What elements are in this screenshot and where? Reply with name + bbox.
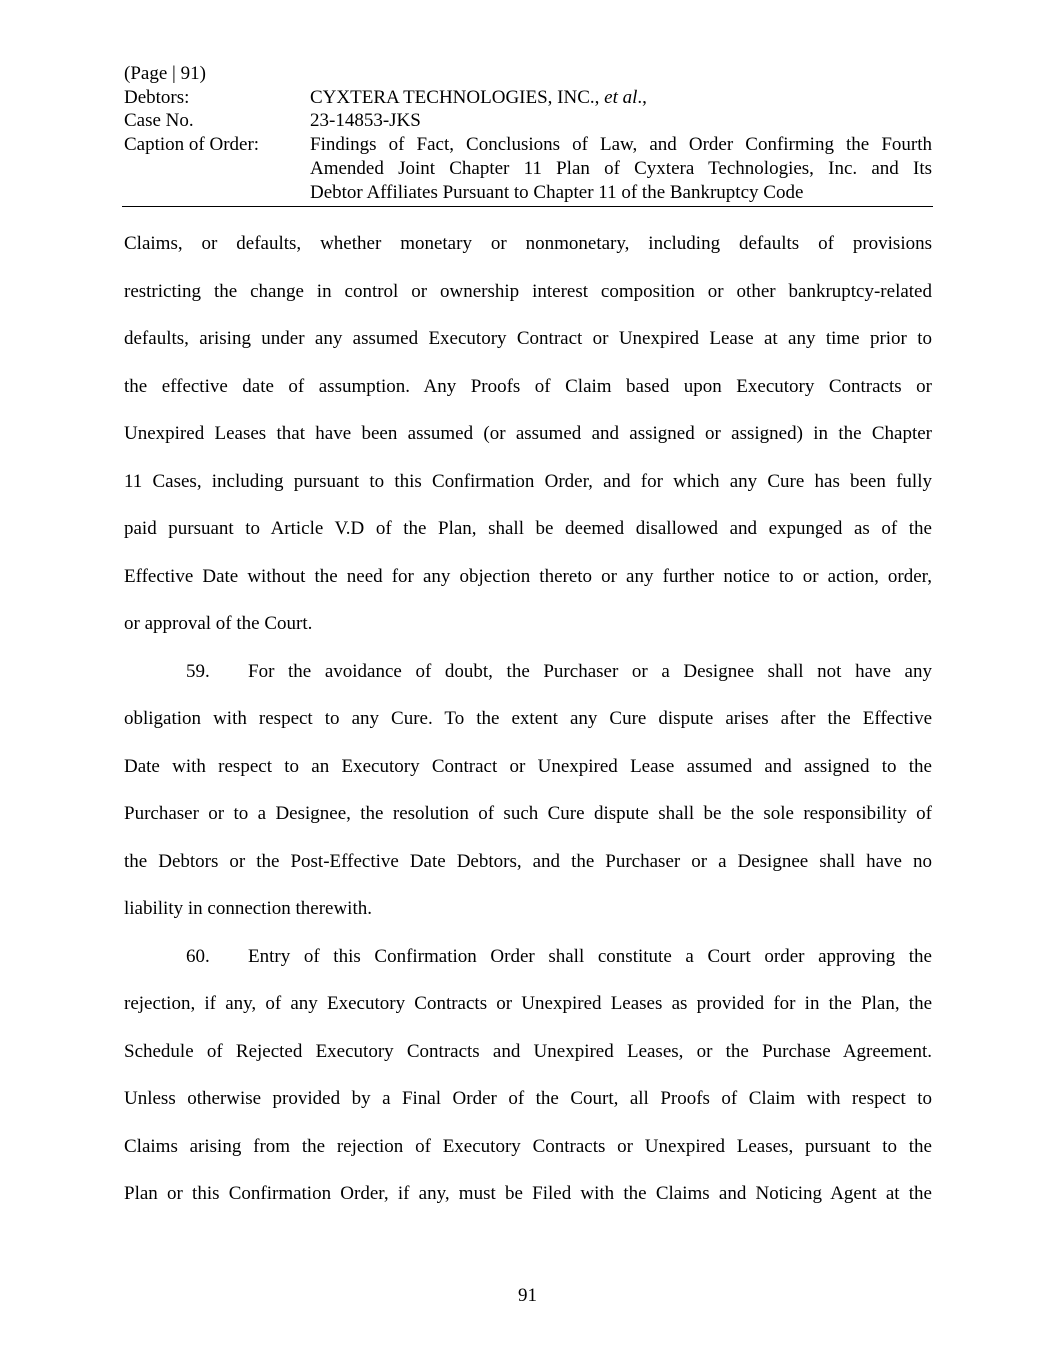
caption-line: Debtor Affiliates Pursuant to Chapter 11 of the Bankruptcy Code — [310, 181, 804, 203]
body-line: restricting the change in control or ownership interest composition or other bankruptcy-related — [124, 280, 932, 302]
caption-label: Caption of Order: — [124, 134, 260, 156]
body-line: the effective date of assumption. Any Proofs of Claim based upon Executory Contracts or — [124, 375, 932, 397]
debtors-value-wrap — [310, 86, 932, 110]
case-number-row — [124, 109, 932, 133]
body-line: Effective Date without the need for any objection thereto or any further notice to or action, order, — [124, 565, 932, 587]
body-line: Purchaser or to a Designee, the resolution of such Cure dispute shall be the sole responsibility of — [124, 803, 932, 824]
case-number-value: 23-14853-JKS — [310, 110, 421, 132]
header-divider — [122, 206, 933, 207]
debtors-suffix: ., — [637, 86, 647, 108]
case-number-label: Case No. — [124, 110, 194, 132]
debtors-value: CYXTERA TECHNOLOGIES, INC., — [310, 86, 600, 108]
body-line: the Debtors or the Post-Effective Date Debtors, and the Purchaser or a Designee shall have no — [124, 850, 932, 872]
body-line: obligation with respect to any Cure. To the extent any Cure dispute arises after the Effective — [124, 708, 932, 729]
body-line: Unless otherwise provided by a Final Order of the Court, all Proofs of Claim with respect to — [124, 1088, 932, 1109]
page-reference: (Page | 91) — [124, 63, 206, 84]
debtors-row — [124, 86, 932, 110]
body-line: 11 Cases, including pursuant to this Confirmation Order, and for which any Cure has been fully — [124, 470, 932, 492]
body-line: defaults, arising under any assumed Executory Contract or Unexpired Lease at any time prior to — [124, 328, 932, 349]
caption-line: Findings of Fact, Conclusions of Law, and Order Confirming the Fourth — [310, 134, 932, 156]
paragraph-60-first-text: Entry of this Confirmation Order shall constitute a Court order approving the — [248, 945, 932, 967]
body-line: Plan or this Confirmation Order, if any, must be Filed with the Claims and Noticing Agent at the — [124, 1183, 932, 1204]
page-number: 91 — [518, 1285, 537, 1306]
body-line: liability in connection therewith. — [124, 898, 372, 919]
caption-line: Amended Joint Chapter 11 Plan of Cyxtera Technologies, Inc. and Its — [310, 157, 932, 179]
caption-row — [124, 133, 932, 204]
body-line: rejection, if any, of any Executory Contracts or Unexpired Leases as provided for in the Plan, the — [124, 993, 932, 1014]
order-header — [124, 62, 932, 204]
body-line: Schedule of Rejected Executory Contracts and Unexpired Leases, or the Purchase Agreement. — [124, 1040, 932, 1062]
caption-value — [310, 133, 932, 204]
page-reference-row — [124, 62, 932, 86]
body-line: or approval of the Court. — [124, 613, 313, 634]
paragraph-59-first-text: For the avoidance of doubt, the Purchaser or a Designee shall not have any — [248, 660, 932, 682]
body-line: Unexpired Leases that have been assumed (or assumed and assigned or assigned) in the Chapter — [124, 423, 932, 444]
debtors-et-al: et al — [604, 86, 638, 108]
body-line: Claims arising from the rejection of Executory Contracts or Unexpired Leases, pursuant to the — [124, 1135, 932, 1157]
debtors-label: Debtors: — [124, 86, 190, 108]
paragraph-number: 60. — [186, 945, 210, 967]
body-line: paid pursuant to Article V.D of the Plan, shall be deemed disallowed and expunged as of the — [124, 518, 932, 539]
body-line: Date with respect to an Executory Contract or Unexpired Lease assumed and assigned to the — [124, 755, 932, 777]
document-body — [124, 228, 932, 1226]
body-line: Claims, or defaults, whether monetary or nonmonetary, including defaults of provisions — [124, 233, 932, 254]
paragraph-59-first-line — [124, 656, 932, 704]
paragraph-60-first-line — [124, 941, 932, 989]
paragraph-number: 59. — [186, 660, 210, 682]
